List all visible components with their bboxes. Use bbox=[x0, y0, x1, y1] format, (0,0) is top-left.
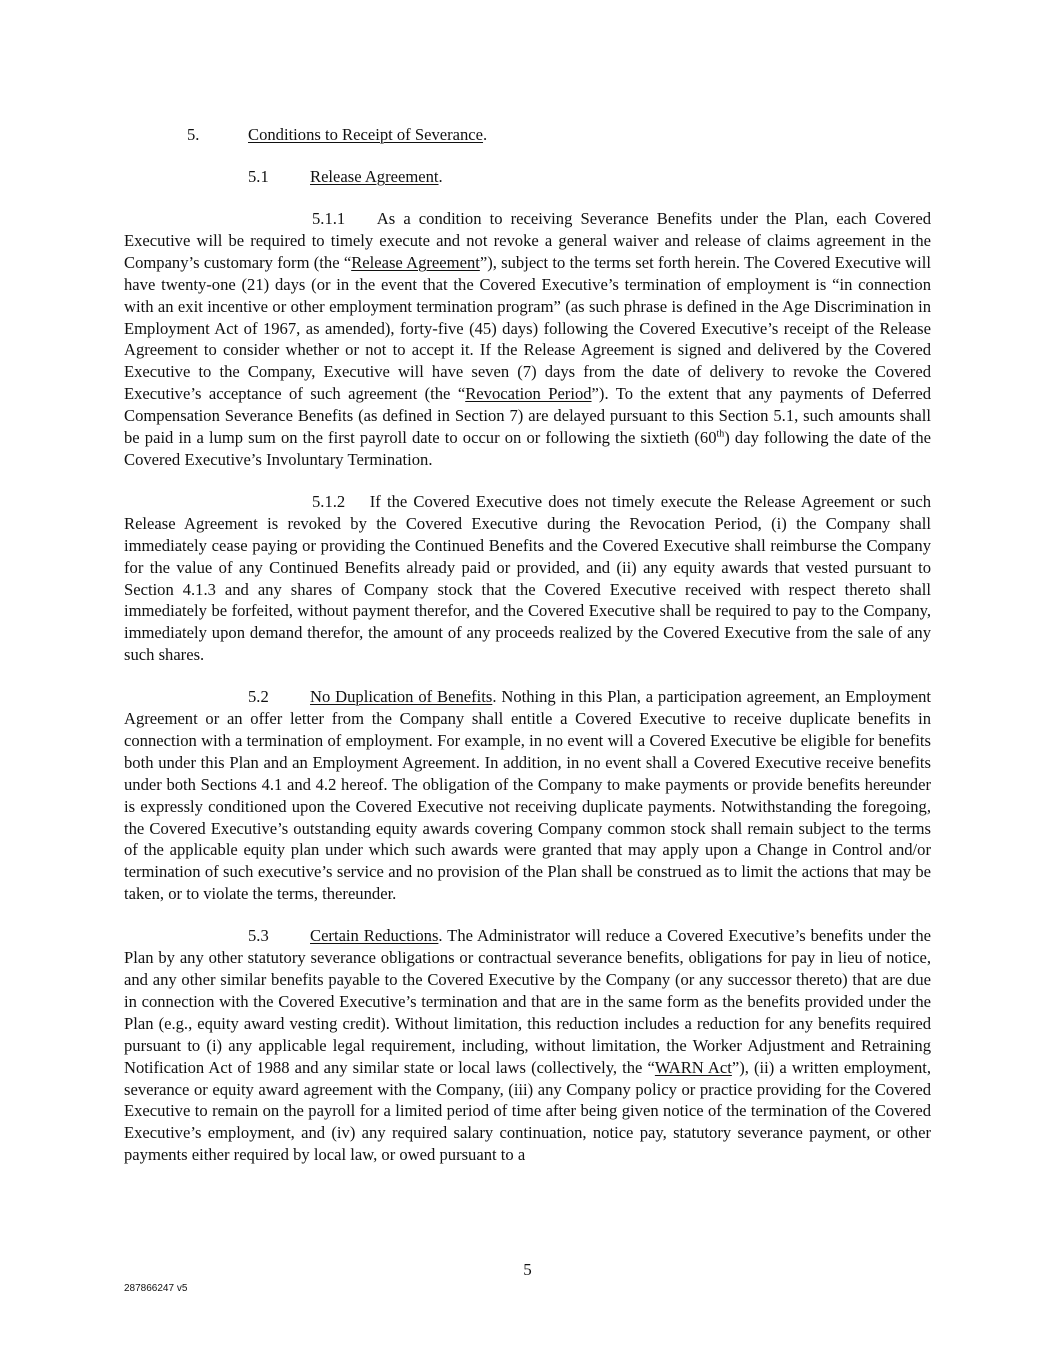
section-5-heading bbox=[124, 124, 931, 146]
defined-term: Revocation Period bbox=[465, 384, 592, 404]
section-number: 5.1 bbox=[248, 167, 269, 186]
section-title: Release Agreement. bbox=[310, 167, 443, 186]
paragraph-number: 5.2 bbox=[248, 687, 269, 707]
paragraph-5-1-1: 5.1.1 As a condition to receiving Severance Benefits under the Plan, each Covered Executive will be required to timely execute and not revoke a general waiver and release of claims agreement in the Company’s customary form (the “Release Agreement”), subject to the terms set forth herein. The Covered Executive will have twenty-one (21) days (or in the event that the Covered Executive’s termination of employment is “in connection with an exit incentive or other employment termination program” (as such phrase is defined in the Age Discrimination in Employment Act of 1967, as amended), forty-five (45) days) following the Covered Executive’s receipt of the Release Agreement to consider whether or not to accept it. If the Release Agreement is signed and delivered by the Covered Executive to the Company, Executive will have seven (7) days from the date of delivery to revoke the Covered Executive’s acceptance of such agreement (the “Revocation Period”). To the extent that any payments of Deferred Compensation Severance Benefits (as defined in Section 7) are delayed pursuant to this Section 5.1, such amounts shall be paid in a lump sum on the first payroll date to occur on or following the sixtieth (60th) day following the date of the Covered Executive’s Involuntary Termination. bbox=[124, 209, 931, 469]
paragraph-number: 5.3 bbox=[248, 926, 269, 946]
defined-term: Release Agreement bbox=[351, 252, 480, 272]
page-number: 5 bbox=[523, 1260, 532, 1279]
section-title: Conditions to Receipt of Severance. bbox=[248, 125, 488, 144]
document-id: 287866247 v5 bbox=[124, 1283, 188, 1294]
paragraph-number: 5.1.2 bbox=[312, 491, 346, 511]
paragraph-5-2: 5.2 No Duplication of Benefits. Nothing in this Plan, a participation agreement, an Employment Agreement or an offer letter from the Company shall entitle a Covered Executive to receive duplicate benefits in connection with a termination of employment. For example, in no event will a Covered Executive be eligible for benefits both under this Plan and an Employment Agreement. In addition, in no event shall a Covered Executive receive benefits under both Sections 4.1 and 4.2 hereof. The obligation of the Company to make payments or provide benefits hereunder is expressly conditioned upon the Covered Executive not receiving duplicate payments. Notwithstanding the foregoing, the Covered Executive’s outstanding equity awards covering Company common stock shall remain subject to the terms of the applicable equity plan under which such awards were granted that may apply upon a Change in Control and/or termination of such executive’s service and no provision of the Plan shall be construed as to limit the actions that may be taken, or to violate the terms, thereunder. bbox=[124, 687, 931, 904]
paragraph-5-3: 5.3 Certain Reductions. The Administrator will reduce a Covered Executive’s benefits under the Plan by any other statutory severance obligations or contractual severance benefits, obligations for pay in lieu of notice, and any other similar benefits payable to the Covered Executive by the Company (or any successor thereto) that are due in connection with the Covered Executive’s termination and that are in the same form as the benefits provided under the Plan (e.g., equity award vesting credit). Without limitation, this reduction includes a reduction for any benefits required pursuant to (i) any applicable legal requirement, including, without limitation, the Worker Adjustment and Retraining Notification Act of 1988 and any similar state or local laws (collectively, the “WARN Act”), (ii) a written employment, severance or equity award agreement with the Company, (iii) any Company policy or practice providing for the Covered Executive to remain on the payroll for a limited period of time after being given notice of the termination of the Covered Executive’s employment, and (iv) any required salary continuation, notice pay, statutory severance payment, or other payments either required by local law, or owed pursuant to a bbox=[124, 926, 932, 1165]
section-5-1-heading bbox=[124, 166, 931, 188]
section-title: No Duplication of Benefits bbox=[310, 687, 493, 707]
paragraph-number: 5.1.1 bbox=[312, 209, 346, 228]
section-number: 5. bbox=[187, 125, 200, 144]
document-page bbox=[124, 124, 931, 1186]
section-title: Certain Reductions bbox=[310, 926, 439, 946]
defined-term: WARN Act bbox=[654, 1057, 732, 1077]
paragraph-5-1-2: 5.1.2 If the Covered Executive does not timely execute the Release Agreement or such Release Agreement is revoked by the Covered Executive during the Revocation Period, (i) the Company shall immediately cease paying or providing the Continued Benefits and the Covered Executive shall reimburse the Company for the value of any Continued Benefits already paid or provided, and (ii) any equity awards that vested pursuant to Section 4.1.3 and any shares of Company stock that the Covered Executive received with respect thereto shall immediately be forfeited, without payment therefor, and the Covered Executive shall be required to pay to the Company, immediately upon demand therefor, the amount of any proceeds realized by the Covered Executive from the sale of any such shares. bbox=[124, 491, 932, 665]
